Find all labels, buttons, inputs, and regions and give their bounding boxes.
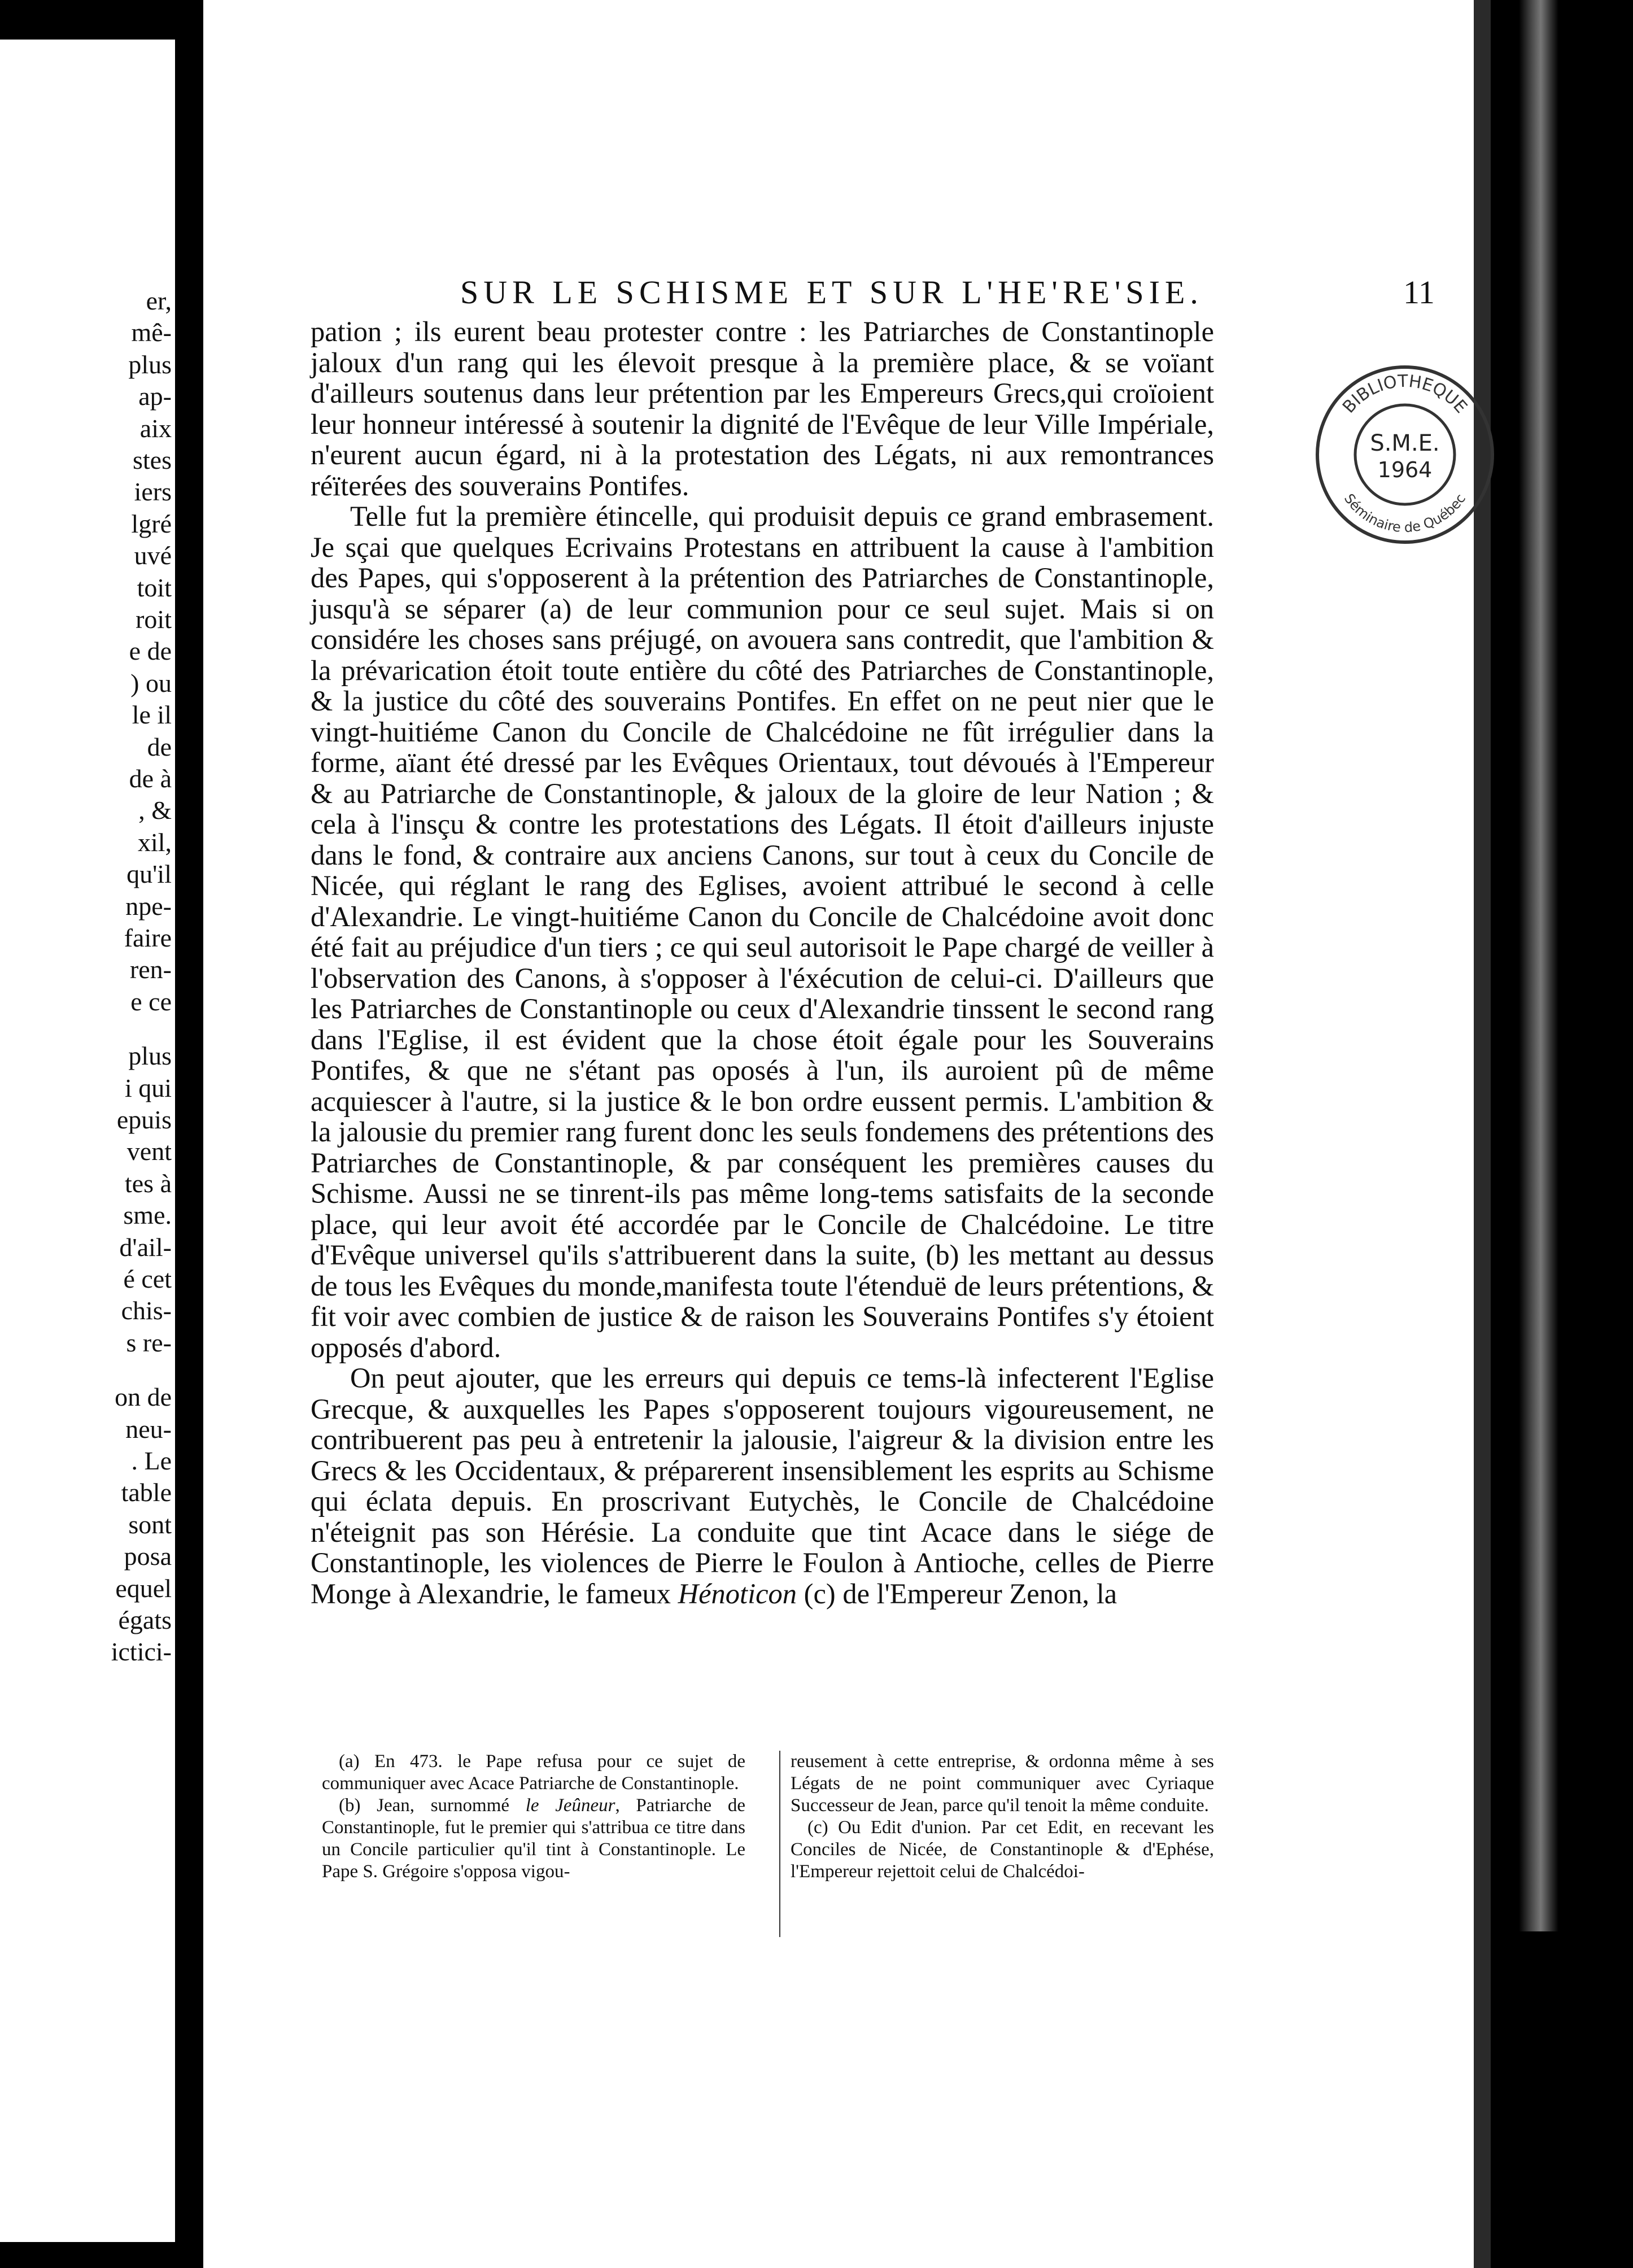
page-edge-strip bbox=[1474, 0, 1491, 2268]
facing-page-line: toit bbox=[137, 573, 172, 602]
main-page bbox=[203, 40, 1474, 2242]
footnote-a: (a) En 473. le Pape refusa pour ce sujet de communiquer avec Acace Patriarche de Constantinople. bbox=[322, 1751, 745, 1794]
paragraph-3-tail: (c) de l'Empereur Zenon, la bbox=[797, 1577, 1117, 1610]
facing-page-line: roit bbox=[136, 605, 172, 634]
facing-page-line: neu- bbox=[125, 1414, 172, 1443]
facing-page-line: égats bbox=[118, 1606, 172, 1634]
facing-page-line: on de bbox=[115, 1382, 172, 1412]
facing-page-line: sme. bbox=[123, 1201, 172, 1230]
facing-page-line: e de bbox=[129, 636, 172, 666]
facing-page-line: equel bbox=[115, 1573, 172, 1603]
stamp-line-1: S.M.E. bbox=[1370, 430, 1440, 456]
book-spine bbox=[1519, 0, 1558, 1931]
footnote-b-tail: , Patriarche de Constantinople, fut le premier qui s'attribua ce titre dans un Concile particulier qu'il tint à Constantinople. Le Pape S. Grégoire s'opposa vigou- bbox=[322, 1795, 746, 1882]
facing-page-line: iers bbox=[134, 477, 172, 507]
facing-page-line: posa bbox=[124, 1542, 172, 1571]
footnote-column-left bbox=[322, 1751, 745, 1883]
facing-page-line: aix bbox=[139, 413, 172, 443]
facing-page-line: faire bbox=[124, 923, 172, 952]
facing-page-line: s re- bbox=[126, 1328, 172, 1357]
facing-page-line: d'ail- bbox=[119, 1232, 172, 1262]
henoticon-term: Hénoticon bbox=[678, 1577, 797, 1610]
facing-page-line: xil, bbox=[137, 827, 172, 857]
facing-page-line: ap- bbox=[138, 382, 172, 411]
facing-page-line: ictici- bbox=[111, 1637, 172, 1667]
facing-page-line: plus bbox=[128, 350, 172, 379]
facing-page-line: uvé bbox=[134, 541, 172, 570]
library-stamp bbox=[1312, 361, 1498, 548]
footnote-column-right bbox=[791, 1751, 1214, 1883]
facing-page-line: é cet bbox=[123, 1264, 172, 1293]
facing-page-line: sont bbox=[128, 1510, 172, 1539]
facing-page-line: epuis bbox=[116, 1105, 172, 1134]
footnote-b bbox=[322, 1795, 745, 1883]
facing-page-line: , & bbox=[138, 796, 172, 825]
facing-page-line: er, bbox=[146, 286, 172, 315]
facing-page-line: vent bbox=[126, 1137, 172, 1166]
facing-page-line: plus bbox=[128, 1041, 172, 1071]
facing-page-line: npe- bbox=[125, 891, 172, 921]
facing-page-line: chis- bbox=[121, 1296, 172, 1325]
facing-page-line: le il bbox=[132, 700, 172, 730]
scan-margin-right bbox=[1491, 0, 1633, 2268]
facing-page-line: i qui bbox=[124, 1073, 172, 1102]
stamp-bottom-text: Séminaire de Québec bbox=[1341, 491, 1469, 536]
facing-page-line: tes à bbox=[124, 1168, 172, 1198]
facing-page-line: lgré bbox=[131, 509, 172, 538]
facing-page-line: ) ou bbox=[130, 668, 172, 697]
footnote-b-epithet: le Jeûneur bbox=[525, 1795, 615, 1816]
facing-page-line: stes bbox=[133, 446, 172, 474]
paragraph-3-text: On peut ajouter, que les erreurs qui depuis ce tems-là infecterent l'Eglise Grecque, & auxquelles les Papes s'opposerent toujours vigoureusement, ne contribuerent pas peu à entretenir la jalousie, l'aigreur & la division entre les Grecs & les Occidentaux, & préparerent insensiblement les esprits au Schisme qui éclata depuis. En proscrivant Eutychès, le Concile de Chalcédoine n'éteignit pas son Hérésie. La conduite que tint Acace dans le siége de Constantinople, les violences de Pierre le Foulon à Antioche, celles de Pierre Monge à Alexandrie, le fameux bbox=[311, 1362, 1214, 1610]
facing-page-line: de bbox=[147, 732, 172, 761]
facing-page-line: table bbox=[121, 1478, 172, 1507]
footnote-c: (c) Ou Edit d'union. Par cet Edit, en recevant les Conciles de Nicée, de Constantinople & d'Ephése, l'Empereur rejettoit celui de Chalcédoi- bbox=[791, 1817, 1214, 1882]
paragraph-3 bbox=[311, 1363, 1214, 1609]
facing-page-line: ren- bbox=[129, 955, 172, 984]
facing-page-line: mê- bbox=[131, 318, 172, 347]
stamp-line-2: 1964 bbox=[1377, 457, 1433, 482]
footnote-b-continued: reusement à cette entreprise, & ordonna même à ses Légats de ne point communiquer avec Cyriaque Successeur de Jean, parce qu'il tenoit la même conduite. bbox=[791, 1751, 1214, 1816]
facing-page-fragment bbox=[0, 40, 175, 2242]
body-text bbox=[311, 316, 1214, 1609]
facing-page-line: de à bbox=[129, 764, 172, 793]
stamp-top-text: BIBLIOTHEQUE bbox=[1339, 371, 1471, 417]
running-head: SUR LE SCHISME ET SUR L'HE'RE'SIE. bbox=[460, 274, 1203, 311]
footnote-b-text: (b) Jean, surnommé bbox=[339, 1795, 526, 1816]
facing-page-line: qu'il bbox=[126, 860, 172, 889]
paragraph-1: pation ; ils eurent beau protester contre : les Patriarches de Constantinople jaloux d'un rang qui les élevoit presque à la première place, & se voïant d'ailleurs soutenus dans leur prétention par les Empereurs Grecs,qui croïoient leur honneur intéressé à soutenir la dignité de l'Evêque de leur Ville Impériale, n'eurent aucun égard, ni à la protestation des Légats, ni aux remontrances réïterées des souverains Pontifes. bbox=[311, 316, 1214, 501]
facing-page-line: e ce bbox=[130, 987, 172, 1016]
footnotes bbox=[322, 1751, 1214, 1931]
paragraph-2: Telle fut la première étincelle, qui produisit depuis ce grand embrasement. Je sçai que quelques Ecrivains Protestans en attribuent la cause à l'ambition des Papes, qui s'opposerent à la prétention des Patriarches de Constantinople, jusqu'à se séparer (a) de leur communion pour ce seul sujet. Mais si on considére les choses sans préjugé, on avouera sans contredit, que l'ambition & la prévarication étoit toute entière du côté des Patriarches de Constantinople, & la justice du côté des souverains Pontifes. En effet on ne peut nier que le vingt-huitiéme Canon du Concile de Chalcédoine ne fût irrégulier dans la forme, aïant été dressé par les Evêques Orientaux, tout dévoués à l'Empereur & au Patriarche de Constantinople, & jaloux de la gloire de leur Nation ; & cela à l'insçu & contre les protestations des Légats. Il étoit d'ailleurs injuste dans le fond, & contraire aux anciens Canons, sur tout à ceux du Concile de Nicée, qui réglant le rang des Eglises, avoient attribué le second à celle d'Alexandrie. Le vingt-huitiéme Canon du Concile de Chalcédoine avoit donc été fait au préjudice d'un tiers ; ce qui seul autorisoit le Pape chargé de veiller à l'observation des Canons, à s'opposer à l'éxécution de celui-ci. D'ailleurs que les Patriarches de Constantinople ou ceux d'Alexandrie tinssent le second rang dans l'Eglise, il est évident que la chose étoit égale pour les Souverains Pontifes, & que ne s'étant pas oposés à l'un, ils auroient pû de même acquiescer à l'autre, si la justice & le bon ordre eussent permis. L'ambition & la jalousie du premier rang furent donc les seuls fondemens des prétentions des Patriarches de Constantinople, & par conséquent les premières causes du Schisme. Aussi ne se tinrent-ils pas même long-tems satisfaits de la seconde place, qui leur avoit été accordée par le Concile de Chalcédoine. Le titre d'Evêque universel qu'ils s'attribuerent dans la suite, (b) les mettant au dessus de tous les Evêques du monde,manifesta toute l'étenduë de leurs prétentions, & fit voir avec combien de justice & de raison les Souverains Pontifes s'y étoient opposés d'abord. bbox=[311, 500, 1214, 1363]
footnote-divider bbox=[779, 1751, 780, 1937]
facing-page-line: . Le bbox=[131, 1446, 172, 1475]
page-number: 11 bbox=[1403, 274, 1435, 311]
